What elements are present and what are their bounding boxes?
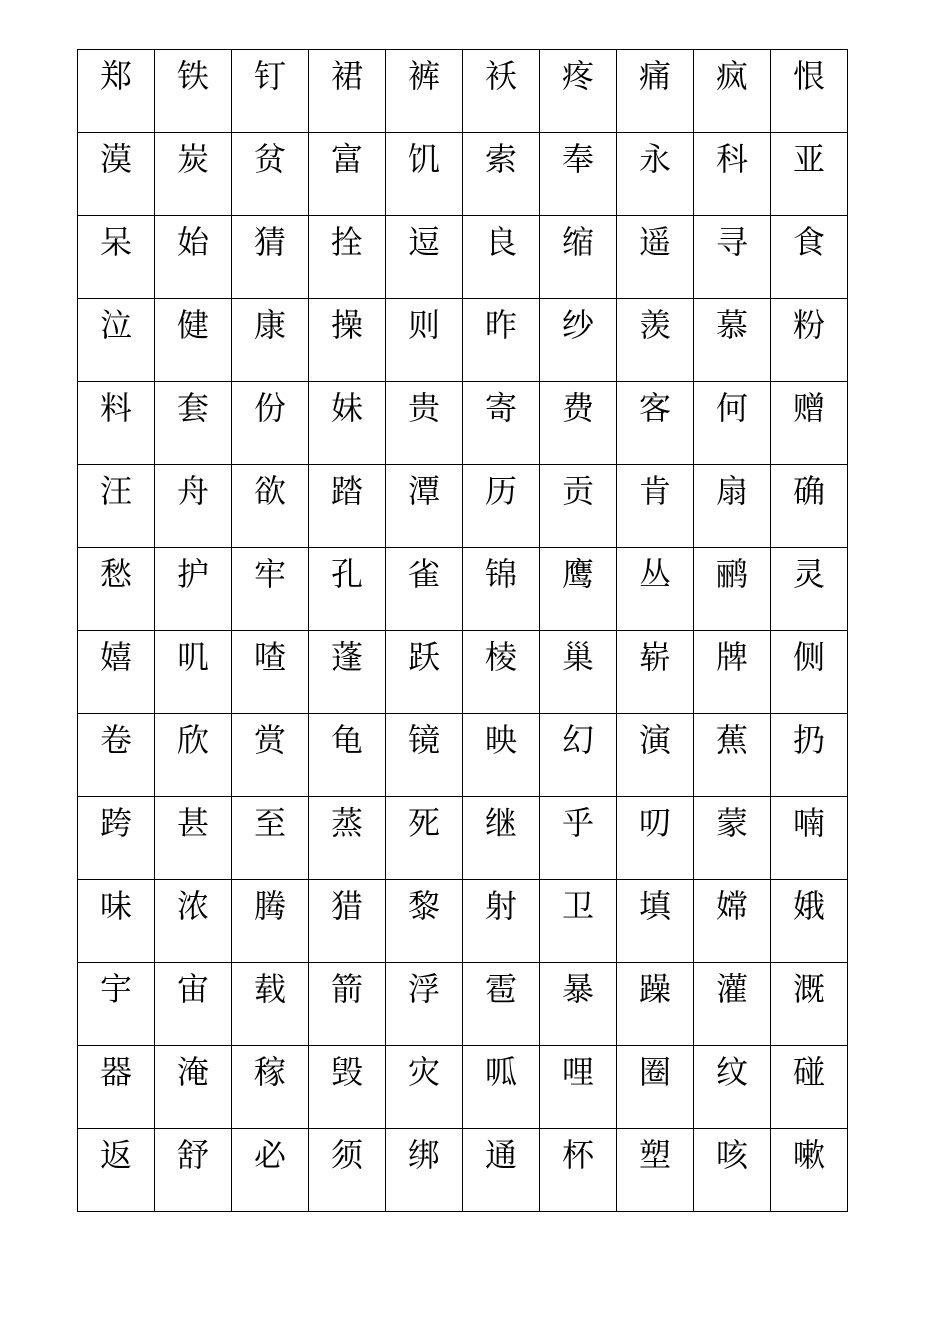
- character: 良: [484, 223, 517, 261]
- character: 缩: [561, 223, 594, 261]
- character: 灌: [715, 970, 748, 1008]
- character: 返: [99, 1136, 132, 1174]
- grid-cell: [386, 714, 463, 797]
- grid-cell: [617, 216, 694, 299]
- character: 始: [176, 223, 209, 261]
- grid-cell: [617, 631, 694, 714]
- character: 须: [330, 1136, 363, 1174]
- character: 钉: [253, 57, 286, 95]
- grid-cell: [540, 880, 617, 963]
- character: 则: [407, 306, 440, 344]
- grid-cell: [694, 963, 771, 1046]
- grid-cell: [540, 797, 617, 880]
- grid-cell: [309, 299, 386, 382]
- grid-cell: [232, 299, 309, 382]
- grid-cell: [386, 382, 463, 465]
- grid-cell: [771, 216, 848, 299]
- grid-cell: [463, 880, 540, 963]
- character: 嫦: [715, 887, 748, 925]
- character: 操: [330, 306, 363, 344]
- character: 棱: [484, 638, 517, 676]
- grid-cell: [540, 216, 617, 299]
- character: 卷: [99, 721, 132, 759]
- character: 蕉: [715, 721, 748, 759]
- grid-cell: [78, 216, 155, 299]
- grid-cell: [540, 465, 617, 548]
- character: 浓: [176, 887, 209, 925]
- character: 套: [176, 389, 209, 427]
- character: 舟: [176, 472, 209, 510]
- character: 杯: [561, 1136, 594, 1174]
- grid-cell: [771, 963, 848, 1046]
- character: 呱: [484, 1053, 517, 1091]
- grid-cell: [463, 133, 540, 216]
- character: 慕: [715, 306, 748, 344]
- grid-row: [78, 631, 848, 714]
- character: 继: [484, 804, 517, 842]
- grid-cell: [694, 216, 771, 299]
- grid-cell: [386, 797, 463, 880]
- character: 牢: [253, 555, 286, 593]
- grid-cell: [155, 797, 232, 880]
- character: 舒: [176, 1136, 209, 1174]
- grid-cell: [771, 797, 848, 880]
- grid-cell: [386, 465, 463, 548]
- character: 潭: [407, 472, 440, 510]
- grid-cell: [540, 1046, 617, 1129]
- grid-cell: [463, 382, 540, 465]
- grid-cell: [309, 50, 386, 133]
- character: 蒸: [330, 804, 363, 842]
- grid-cell: [617, 548, 694, 631]
- character: 幻: [561, 721, 594, 759]
- character: 赠: [792, 389, 825, 427]
- character: 粉: [792, 306, 825, 344]
- character: 食: [792, 223, 825, 261]
- grid-cell: [232, 548, 309, 631]
- grid-cell: [386, 880, 463, 963]
- grid-cell: [155, 963, 232, 1046]
- grid-cell: [771, 1046, 848, 1129]
- character: 稼: [253, 1053, 286, 1091]
- character: 丛: [638, 555, 671, 593]
- character: 娥: [792, 887, 825, 925]
- character: 确: [792, 472, 825, 510]
- grid-cell: [463, 465, 540, 548]
- grid-cell: [771, 133, 848, 216]
- grid-cell: [386, 133, 463, 216]
- character: 牌: [715, 638, 748, 676]
- grid-cell: [617, 133, 694, 216]
- character: 蒙: [715, 804, 748, 842]
- grid-cell: [78, 797, 155, 880]
- grid-cell: [78, 1129, 155, 1212]
- character: 碰: [792, 1053, 825, 1091]
- grid-cell: [617, 465, 694, 548]
- grid-row: [78, 880, 848, 963]
- character: 灵: [792, 555, 825, 593]
- grid-cell: [694, 1129, 771, 1212]
- character: 寻: [715, 223, 748, 261]
- grid-cell: [694, 299, 771, 382]
- character: 裤: [407, 57, 440, 95]
- character-grid-body: [78, 50, 848, 1212]
- character: 哩: [561, 1053, 594, 1091]
- character: 寄: [484, 389, 517, 427]
- character: 亚: [792, 140, 825, 178]
- grid-row: [78, 465, 848, 548]
- grid-row: [78, 1129, 848, 1212]
- character-grid: [77, 49, 848, 1212]
- character: 踏: [330, 472, 363, 510]
- character: 至: [253, 804, 286, 842]
- grid-cell: [155, 382, 232, 465]
- grid-cell: [155, 299, 232, 382]
- grid-cell: [309, 714, 386, 797]
- character: 黎: [407, 887, 440, 925]
- grid-row: [78, 50, 848, 133]
- character: 崭: [638, 638, 671, 676]
- grid-cell: [78, 714, 155, 797]
- character: 侧: [792, 638, 825, 676]
- character: 痛: [638, 57, 671, 95]
- character: 袄: [484, 57, 517, 95]
- character: 猎: [330, 887, 363, 925]
- grid-row: [78, 963, 848, 1046]
- grid-cell: [155, 133, 232, 216]
- character: 载: [253, 970, 286, 1008]
- grid-cell: [694, 465, 771, 548]
- grid-cell: [540, 299, 617, 382]
- character: 科: [715, 140, 748, 178]
- character: 恨: [792, 57, 825, 95]
- grid-cell: [771, 299, 848, 382]
- character: 扔: [792, 721, 825, 759]
- character: 浮: [407, 970, 440, 1008]
- character: 雀: [407, 555, 440, 593]
- character: 演: [638, 721, 671, 759]
- character: 必: [253, 1136, 286, 1174]
- character: 鹂: [715, 555, 748, 593]
- grid-cell: [309, 963, 386, 1046]
- character: 映: [484, 721, 517, 759]
- character: 汪: [99, 472, 132, 510]
- grid-cell: [232, 963, 309, 1046]
- character: 份: [253, 389, 286, 427]
- grid-cell: [771, 631, 848, 714]
- grid-cell: [694, 548, 771, 631]
- grid-cell: [78, 382, 155, 465]
- grid-cell: [617, 299, 694, 382]
- grid-cell: [386, 631, 463, 714]
- grid-cell: [694, 1046, 771, 1129]
- grid-cell: [540, 963, 617, 1046]
- grid-row: [78, 714, 848, 797]
- character: 疼: [561, 57, 594, 95]
- grid-row: [78, 548, 848, 631]
- grid-cell: [232, 1046, 309, 1129]
- character: 愁: [99, 555, 132, 593]
- character: 叽: [176, 638, 209, 676]
- grid-cell: [386, 299, 463, 382]
- grid-cell: [155, 631, 232, 714]
- character: 泣: [99, 306, 132, 344]
- grid-cell: [617, 880, 694, 963]
- grid-cell: [771, 465, 848, 548]
- grid-cell: [694, 631, 771, 714]
- character: 逗: [407, 223, 440, 261]
- character: 遥: [638, 223, 671, 261]
- grid-cell: [155, 50, 232, 133]
- character: 宇: [99, 970, 132, 1008]
- character: 呆: [99, 223, 132, 261]
- grid-cell: [232, 1129, 309, 1212]
- character: 喳: [253, 638, 286, 676]
- character: 裙: [330, 57, 363, 95]
- character: 卫: [561, 887, 594, 925]
- character: 铁: [176, 57, 209, 95]
- character: 嗽: [792, 1136, 825, 1174]
- character: 叨: [638, 804, 671, 842]
- grid-cell: [463, 299, 540, 382]
- grid-cell: [694, 133, 771, 216]
- grid-cell: [540, 714, 617, 797]
- grid-cell: [617, 1129, 694, 1212]
- grid-cell: [78, 50, 155, 133]
- character: 嬉: [99, 638, 132, 676]
- character: 乎: [561, 804, 594, 842]
- grid-cell: [232, 797, 309, 880]
- grid-cell: [463, 797, 540, 880]
- grid-cell: [463, 1129, 540, 1212]
- grid-cell: [386, 216, 463, 299]
- character: 绑: [407, 1136, 440, 1174]
- character: 拴: [330, 223, 363, 261]
- character: 圈: [638, 1053, 671, 1091]
- character: 健: [176, 306, 209, 344]
- character: 疯: [715, 57, 748, 95]
- character: 死: [407, 804, 440, 842]
- character: 妹: [330, 389, 363, 427]
- character: 巢: [561, 638, 594, 676]
- grid-cell: [386, 548, 463, 631]
- character: 康: [253, 306, 286, 344]
- grid-cell: [694, 880, 771, 963]
- character: 咳: [715, 1136, 748, 1174]
- grid-cell: [309, 1129, 386, 1212]
- character: 躁: [638, 970, 671, 1008]
- grid-cell: [78, 1046, 155, 1129]
- character: 饥: [407, 140, 440, 178]
- grid-cell: [309, 880, 386, 963]
- grid-cell: [540, 382, 617, 465]
- grid-cell: [232, 382, 309, 465]
- grid-row: [78, 133, 848, 216]
- grid-cell: [232, 216, 309, 299]
- character: 赏: [253, 721, 286, 759]
- grid-row: [78, 1046, 848, 1129]
- character: 纱: [561, 306, 594, 344]
- grid-cell: [617, 714, 694, 797]
- character: 贵: [407, 389, 440, 427]
- grid-cell: [78, 133, 155, 216]
- grid-cell: [309, 133, 386, 216]
- grid-cell: [771, 880, 848, 963]
- grid-cell: [309, 216, 386, 299]
- grid-cell: [232, 714, 309, 797]
- grid-cell: [155, 1129, 232, 1212]
- grid-cell: [78, 963, 155, 1046]
- character: 纹: [715, 1053, 748, 1091]
- grid-cell: [694, 382, 771, 465]
- grid-row: [78, 216, 848, 299]
- character: 蓬: [330, 638, 363, 676]
- grid-cell: [463, 1046, 540, 1129]
- character: 暴: [561, 970, 594, 1008]
- grid-cell: [386, 963, 463, 1046]
- grid-cell: [78, 880, 155, 963]
- grid-cell: [771, 50, 848, 133]
- grid-cell: [463, 216, 540, 299]
- character: 奉: [561, 140, 594, 178]
- grid-cell: [463, 50, 540, 133]
- character: 通: [484, 1136, 517, 1174]
- grid-cell: [540, 548, 617, 631]
- grid-cell: [309, 1046, 386, 1129]
- character: 羡: [638, 306, 671, 344]
- grid-cell: [232, 133, 309, 216]
- grid-cell: [155, 216, 232, 299]
- grid-cell: [309, 382, 386, 465]
- grid-cell: [771, 548, 848, 631]
- grid-cell: [78, 299, 155, 382]
- grid-cell: [155, 548, 232, 631]
- grid-cell: [617, 963, 694, 1046]
- character: 贫: [253, 140, 286, 178]
- grid-row: [78, 382, 848, 465]
- character: 塑: [638, 1136, 671, 1174]
- character: 孔: [330, 555, 363, 593]
- character: 锦: [484, 555, 517, 593]
- grid-cell: [155, 714, 232, 797]
- character: 肯: [638, 472, 671, 510]
- grid-cell: [386, 1129, 463, 1212]
- grid-cell: [540, 631, 617, 714]
- character: 费: [561, 389, 594, 427]
- grid-cell: [540, 1129, 617, 1212]
- character: 龟: [330, 721, 363, 759]
- grid-cell: [232, 50, 309, 133]
- character: 味: [99, 887, 132, 925]
- character: 溉: [792, 970, 825, 1008]
- character: 箭: [330, 970, 363, 1008]
- character: 鹰: [561, 555, 594, 593]
- grid-cell: [694, 50, 771, 133]
- grid-cell: [386, 50, 463, 133]
- character: 喃: [792, 804, 825, 842]
- character: 腾: [253, 887, 286, 925]
- grid-cell: [232, 465, 309, 548]
- grid-cell: [232, 880, 309, 963]
- character: 富: [330, 140, 363, 178]
- character: 毁: [330, 1053, 363, 1091]
- grid-cell: [617, 382, 694, 465]
- character: 护: [176, 555, 209, 593]
- grid-cell: [694, 714, 771, 797]
- grid-cell: [463, 963, 540, 1046]
- grid-cell: [771, 382, 848, 465]
- character: 欲: [253, 472, 286, 510]
- grid-cell: [155, 465, 232, 548]
- grid-cell: [617, 797, 694, 880]
- character: 猜: [253, 223, 286, 261]
- character: 射: [484, 887, 517, 925]
- character: 宙: [176, 970, 209, 1008]
- character: 甚: [176, 804, 209, 842]
- grid-cell: [463, 548, 540, 631]
- grid-cell: [540, 133, 617, 216]
- character: 灾: [407, 1053, 440, 1091]
- character: 昨: [484, 306, 517, 344]
- character: 跃: [407, 638, 440, 676]
- character: 何: [715, 389, 748, 427]
- character: 淹: [176, 1053, 209, 1091]
- grid-row: [78, 797, 848, 880]
- character: 历: [484, 472, 517, 510]
- grid-cell: [771, 1129, 848, 1212]
- grid-cell: [694, 797, 771, 880]
- character: 填: [638, 887, 671, 925]
- grid-cell: [309, 797, 386, 880]
- character: 雹: [484, 970, 517, 1008]
- grid-cell: [78, 548, 155, 631]
- grid-cell: [386, 1046, 463, 1129]
- character: 器: [99, 1053, 132, 1091]
- grid-cell: [78, 465, 155, 548]
- grid-cell: [463, 631, 540, 714]
- grid-cell: [617, 50, 694, 133]
- character: 扇: [715, 472, 748, 510]
- character: 永: [638, 140, 671, 178]
- grid-cell: [309, 548, 386, 631]
- character: 贡: [561, 472, 594, 510]
- grid-cell: [463, 714, 540, 797]
- character: 镜: [407, 721, 440, 759]
- grid-row: [78, 299, 848, 382]
- grid-cell: [309, 465, 386, 548]
- grid-cell: [617, 1046, 694, 1129]
- character: 郑: [99, 57, 132, 95]
- character: 欣: [176, 721, 209, 759]
- character: 料: [99, 389, 132, 427]
- grid-cell: [771, 714, 848, 797]
- grid-cell: [155, 1046, 232, 1129]
- character: 漠: [99, 140, 132, 178]
- character: 跨: [99, 804, 132, 842]
- grid-cell: [232, 631, 309, 714]
- character: 炭: [176, 140, 209, 178]
- grid-cell: [78, 631, 155, 714]
- grid-cell: [155, 880, 232, 963]
- grid-cell: [309, 631, 386, 714]
- character: 索: [484, 140, 517, 178]
- grid-cell: [540, 50, 617, 133]
- character: 客: [638, 389, 671, 427]
